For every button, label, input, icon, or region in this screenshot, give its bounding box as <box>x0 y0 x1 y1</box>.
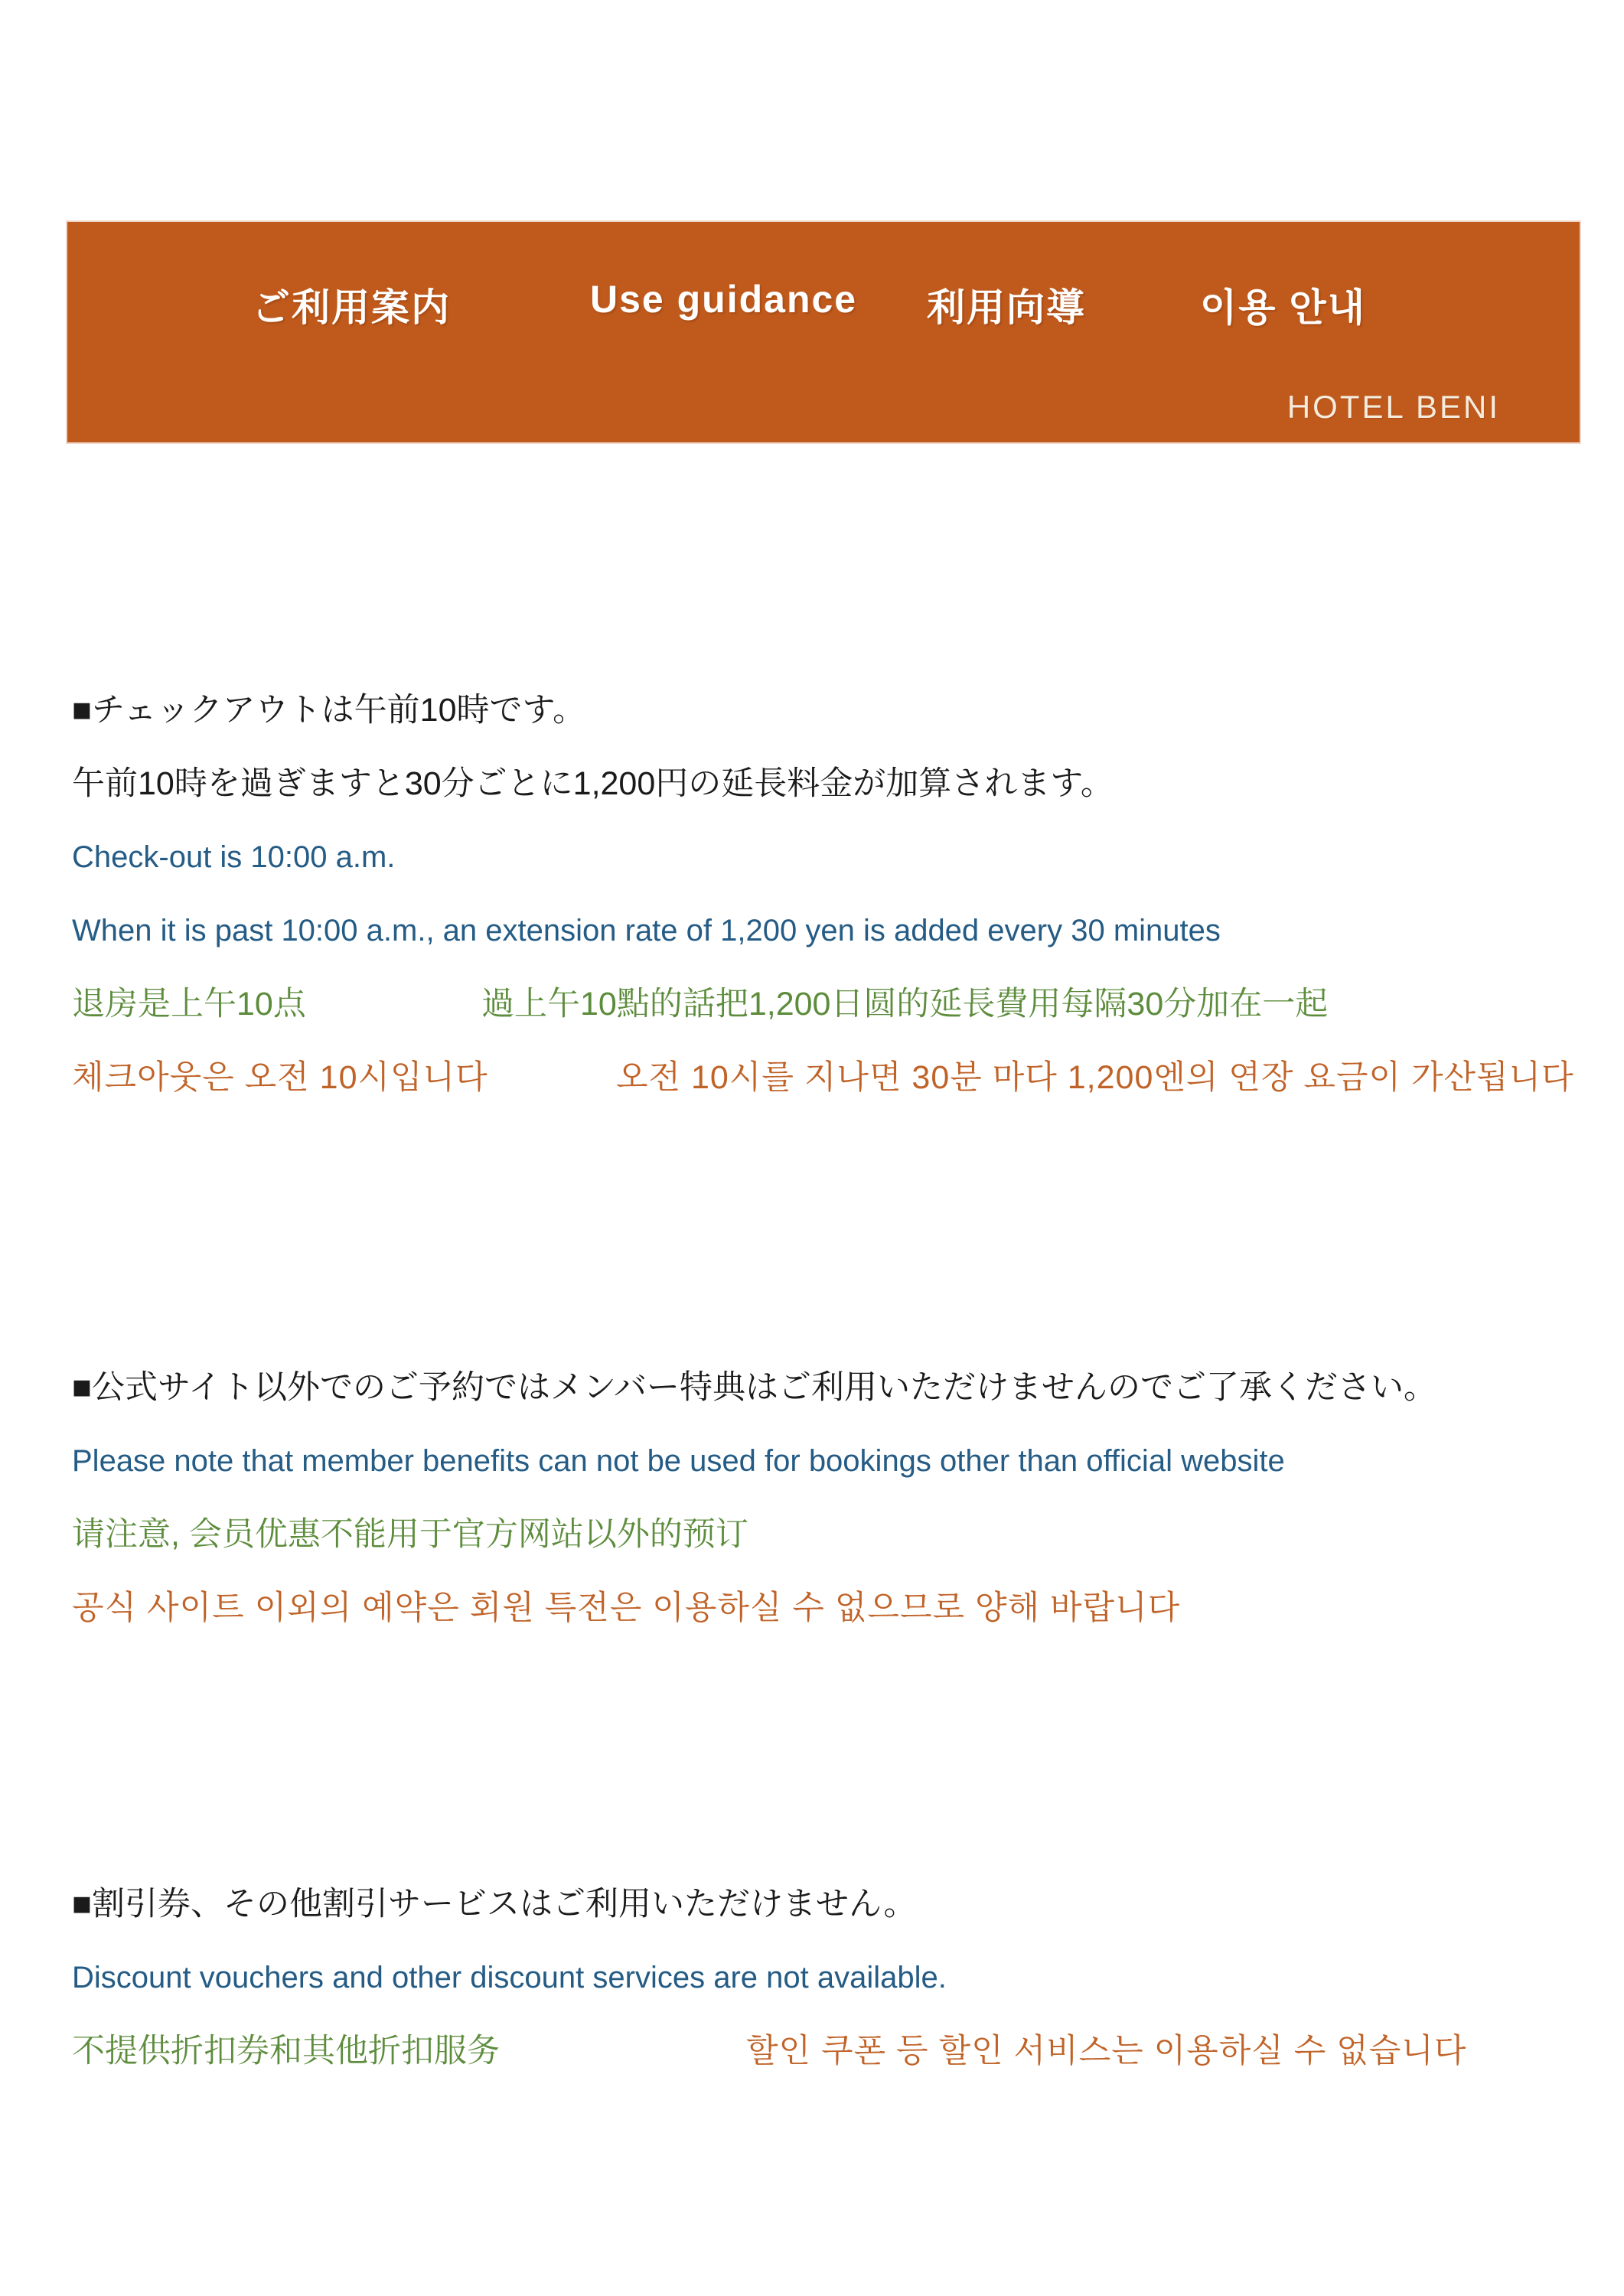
banner-title-english: Use guidance <box>590 278 858 321</box>
member-line-chinese: 请注意, 会员优惠不能用于官方网站以外的预订 <box>72 1516 748 1553</box>
checkout-detail-english: When it is past 10:00 a.m., an extension rate of 1,200 yen is added every 30 minutes <box>72 914 1221 947</box>
banner-title-row <box>67 277 1580 329</box>
checkout-detail-chinese: 過上午10點的話把1,200日圆的延長費用每隔30分加在一起 <box>481 986 1329 1022</box>
discount-text-chinese: 不提供折扣券和其他折扣服务 <box>72 2033 500 2069</box>
member-heading-japanese: ■公式サイト以外でのご予約ではメンバー特典はご利用いただけませんのでご了承ください。 <box>72 1369 1436 1406</box>
banner-title-chinese: 利用向導 <box>927 286 1086 329</box>
member-line-korean: 공식 사이트 이외의 예약은 회원 특전은 이용하실 수 없으므로 양해 바랍니다 <box>72 1590 1181 1626</box>
checkout-heading-chinese: 退房是上午10点 <box>72 986 306 1022</box>
discount-line-chinese-korean <box>72 2014 1578 2088</box>
discount-heading-japanese: ■割引券、その他割引サービスはご利用いただけません。 <box>72 1886 917 1923</box>
discount-line-english: Discount vouchers and other discount services are not available. <box>72 1961 947 1994</box>
section-member-benefits <box>72 1351 1578 1645</box>
checkout-detail-korean: 오전 10시를 지나면 30분 마다 1,200엔의 연장 요금이 가산됩니다 <box>616 1059 1574 1096</box>
discount-text-korean: 할인 쿠폰 등 할인 서비스는 이용하실 수 없습니다 <box>746 2033 1467 2069</box>
checkout-line-chinese <box>72 967 1578 1041</box>
section-checkout <box>72 673 1578 1114</box>
banner-title-korean: 이용 안내 <box>1200 286 1367 329</box>
checkout-heading-english: Check-out is 10:00 a.m. <box>72 840 396 874</box>
banner-title-japanese: ご利用案内 <box>252 286 451 329</box>
hotel-name: HOTEL BENI <box>1286 389 1500 425</box>
checkout-heading-korean: 체크아웃은 오전 10시입니다 <box>72 1059 488 1096</box>
checkout-detail-japanese: 午前10時を過ぎますと30分ごとに1,200円の延長料金が加算されます。 <box>72 765 1114 802</box>
checkout-line-korean <box>72 1041 1578 1114</box>
section-discount <box>72 1867 1578 2088</box>
header-banner <box>67 222 1580 442</box>
checkout-heading-japanese: ■チェックアウトは午前10時です。 <box>72 692 586 729</box>
member-line-english: Please note that member benefits can not be used for bookings other than official website <box>72 1444 1285 1478</box>
